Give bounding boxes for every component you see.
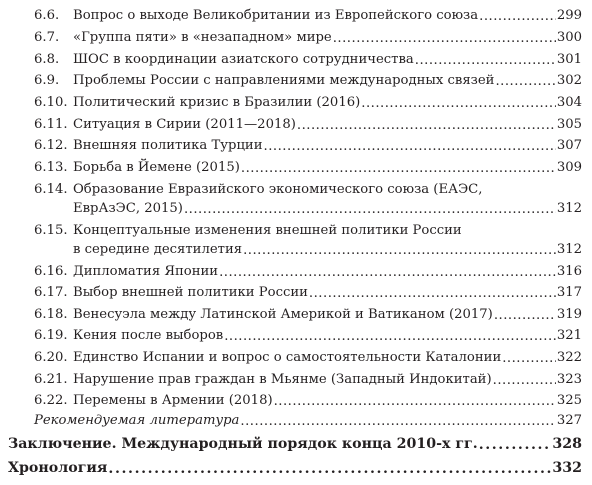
- entry-page: 319: [556, 307, 582, 322]
- dot-leader: [108, 460, 551, 474]
- toc-entry[interactable]: [34, 262, 582, 281]
- entry-page: 323: [556, 372, 582, 387]
- toc-entry[interactable]: [34, 348, 582, 367]
- entry-page: 322: [556, 350, 582, 365]
- entry-title: «Группа пяти» в «незападном» мире: [73, 30, 332, 45]
- toc-entry[interactable]: [34, 71, 582, 90]
- dot-leader: [361, 94, 556, 107]
- toc-entry[interactable]: [34, 283, 582, 302]
- entry-title: Нарушение прав граждан в Мьянме (Западный Индокитай): [73, 372, 492, 387]
- entry-page: 317: [556, 285, 582, 300]
- entry-page: 325: [556, 393, 582, 408]
- toc-entry-continuation[interactable]: [73, 199, 582, 218]
- entry-title: Кения после выборов: [73, 328, 224, 343]
- entry-number: 6.8.: [34, 52, 60, 67]
- entry-title: Борьба в Йемене (2015): [73, 160, 240, 175]
- entry-number: 6.11.: [34, 117, 68, 132]
- entry-page: 309: [556, 160, 582, 175]
- dot-leader: [479, 7, 556, 20]
- entry-title: Ситуация в Сирии (2011—2018): [73, 117, 296, 132]
- entry-title: Дипломатия Японии: [73, 264, 219, 279]
- entry-page: 312: [556, 201, 582, 216]
- entry-title: Венесуэла между Латинской Америкой и Ватиканом (2017): [73, 307, 493, 322]
- entry-number: 6.6.: [34, 8, 60, 23]
- toc-entry[interactable]: [34, 136, 582, 155]
- chapter-title: Заключение. Международный порядок конца 2010-х гг.: [8, 436, 478, 452]
- chapter-page: 332: [552, 460, 582, 476]
- toc-entry[interactable]: [34, 391, 582, 410]
- entry-title: Перемены в Армении (2018): [73, 393, 273, 408]
- toc-entry[interactable]: [34, 326, 582, 345]
- toc-entry-continuation[interactable]: [73, 240, 582, 259]
- dot-leader: [333, 29, 556, 42]
- chapter-title: Хронология: [8, 460, 108, 476]
- entry-page: 302: [556, 73, 582, 88]
- toc-entry[interactable]: [34, 370, 582, 389]
- entry-page: 321: [556, 328, 582, 343]
- entry-title: Проблемы России с направлениями международных связей: [73, 73, 495, 88]
- entry-page: 299: [556, 8, 582, 23]
- entry-title: Внешняя политика Турции: [73, 138, 263, 153]
- toc-entry[interactable]: [34, 180, 582, 199]
- toc-entry[interactable]: [34, 221, 582, 240]
- entry-number: 6.18.: [34, 307, 68, 322]
- dot-leader: [274, 392, 556, 405]
- entry-page: 300: [556, 30, 582, 45]
- toc-chapter-conclusion[interactable]: [8, 435, 582, 454]
- entry-page: 301: [556, 52, 582, 67]
- entry-number: 6.15.: [34, 223, 68, 238]
- dot-leader: [240, 412, 555, 425]
- entry-number: 6.21.: [34, 372, 68, 387]
- dot-leader: [264, 137, 556, 150]
- entry-number: 6.9.: [34, 73, 60, 88]
- dot-leader: [297, 116, 556, 129]
- entry-number: 6.7.: [34, 30, 60, 45]
- entry-title: Единство Испании и вопрос о самостоятельности Каталонии: [73, 350, 502, 365]
- dot-leader: [241, 159, 556, 172]
- dot-leader: [494, 306, 556, 319]
- entry-page: 327: [556, 413, 582, 428]
- toc-entry[interactable]: [34, 6, 582, 25]
- entry-page: 305: [556, 117, 582, 132]
- entry-title: Выбор внешней политики России: [73, 285, 308, 300]
- toc-chapter-chronology[interactable]: [8, 459, 582, 478]
- entry-page: 312: [556, 242, 582, 257]
- entry-title: Политический кризис в Бразилии (2016): [73, 95, 361, 110]
- entry-number: 6.10.: [34, 95, 68, 110]
- dot-leader: [495, 72, 555, 85]
- entry-title: Рекомендуемая литература: [34, 413, 240, 428]
- dot-leader: [243, 241, 556, 254]
- entry-number: 6.19.: [34, 328, 68, 343]
- toc-entry[interactable]: [34, 28, 582, 47]
- dot-leader: [309, 284, 556, 297]
- entry-number: 6.20.: [34, 350, 68, 365]
- dot-leader: [493, 371, 556, 384]
- toc-entry[interactable]: [34, 93, 582, 112]
- entry-title: ШОС в координации азиатского сотрудничества: [73, 52, 414, 67]
- entry-number: 6.13.: [34, 160, 68, 175]
- dot-leader: [224, 327, 556, 340]
- toc-entry[interactable]: [34, 305, 582, 324]
- toc-entry[interactable]: [34, 158, 582, 177]
- toc-entry[interactable]: [34, 50, 582, 69]
- dot-leader: [479, 436, 552, 450]
- entry-number: 6.17.: [34, 285, 68, 300]
- entry-title: Концептуальные изменения внешней политики России: [73, 223, 462, 238]
- entry-number: 6.22.: [34, 393, 68, 408]
- dot-leader: [184, 200, 556, 213]
- entry-title: Вопрос о выходе Великобритании из Европейского союза: [73, 8, 479, 23]
- entry-number: 6.14.: [34, 182, 68, 197]
- entry-page: 304: [556, 95, 582, 110]
- toc-entry[interactable]: [34, 115, 582, 134]
- dot-leader: [219, 263, 556, 276]
- entry-number: 6.16.: [34, 264, 68, 279]
- entry-page: 307: [556, 138, 582, 153]
- entry-title-continuation: ЕврАзЭС, 2015): [73, 201, 183, 216]
- chapter-page: 328: [552, 436, 582, 452]
- entry-title-continuation: в середине десятилетия: [73, 242, 243, 257]
- entry-number: 6.12.: [34, 138, 68, 153]
- entry-title: Образование Евразийского экономического союза (ЕАЭС,: [73, 182, 483, 197]
- entry-page: 316: [556, 264, 582, 279]
- toc-entry-literature[interactable]: [34, 411, 582, 430]
- dot-leader: [415, 51, 556, 64]
- dot-leader: [502, 349, 556, 362]
